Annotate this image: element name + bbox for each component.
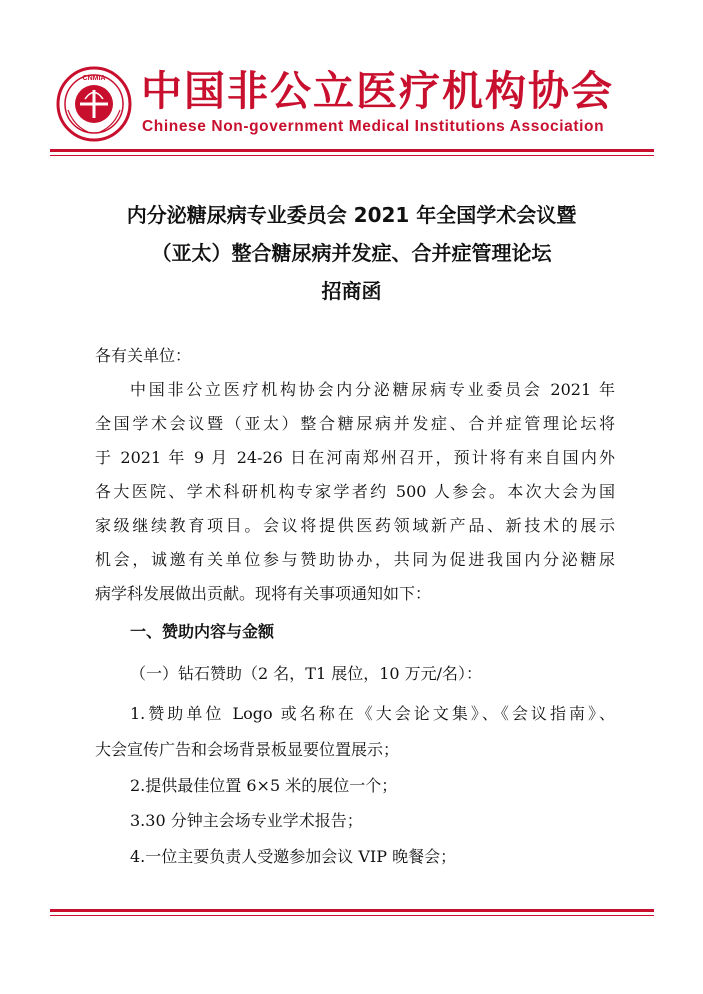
header-divider-thin [50, 155, 654, 156]
cnmia-logo-icon [56, 66, 132, 142]
intro-line: 中国非公立医疗机构协会内分泌糖尿病专业委员会 2021 年 [130, 380, 615, 399]
intro-line: 各大医院、学术科研机构专家学者约 500 人参会。本次大会为国 [95, 482, 615, 501]
intro-line: 全国学术会议暨（亚太）整合糖尿病并发症、合并症管理论坛将 [95, 414, 615, 433]
list-item: 1.赞助单位 Logo 或名称在《大会论文集》、《会议指南》、 [130, 704, 615, 723]
org-name-english: Chinese Non-government Medical Institutions Association [142, 118, 605, 135]
intro-line: 病学科发展做出贡献。现将有关事项通知如下： [95, 584, 432, 603]
org-name-chinese: 中国非公立医疗机构协会 [141, 67, 614, 115]
footer-divider [50, 909, 654, 912]
document-title-line-2: （亚太）整合糖尿病并发症、合并症管理论坛 [151, 241, 552, 265]
logo-text: CNMIA [82, 75, 106, 82]
subsection-heading: （一）钻石赞助（2 名，T1 展位，10 万元/名）： [130, 664, 483, 683]
list-item: 2.提供最佳位置 6×5 米的展位一个； [130, 776, 398, 795]
footer-divider-thin [50, 915, 654, 916]
intro-line: 于 2021 年 9 月 24-26 日在河南郑州召开，预计将有来自国内外 [95, 448, 615, 467]
list-item: 3.30 分钟主会场专业学术报告； [130, 811, 363, 830]
section-heading: 一、赞助内容与金额 [130, 622, 275, 641]
header-divider [50, 149, 654, 152]
intro-line: 家级继续教育项目。会议将提供医药领域新产品、新技术的展示 [95, 516, 615, 535]
intro-line: 机会，诚邀有关单位参与赞助协办，共同为促进我国内分泌糖尿 [95, 550, 615, 569]
list-item: 4.一位主要负责人受邀参加会议 VIP 晚餐会； [130, 847, 457, 866]
document-title-line-3: 招商函 [321, 279, 382, 303]
document-title-line-1: 内分泌糖尿病专业委员会 2021 年全国学术会议暨 [126, 203, 577, 227]
salutation: 各有关单位： [95, 346, 192, 365]
list-item-continuation: 大会宣传广告和会场背景板显要位置展示； [95, 740, 400, 759]
